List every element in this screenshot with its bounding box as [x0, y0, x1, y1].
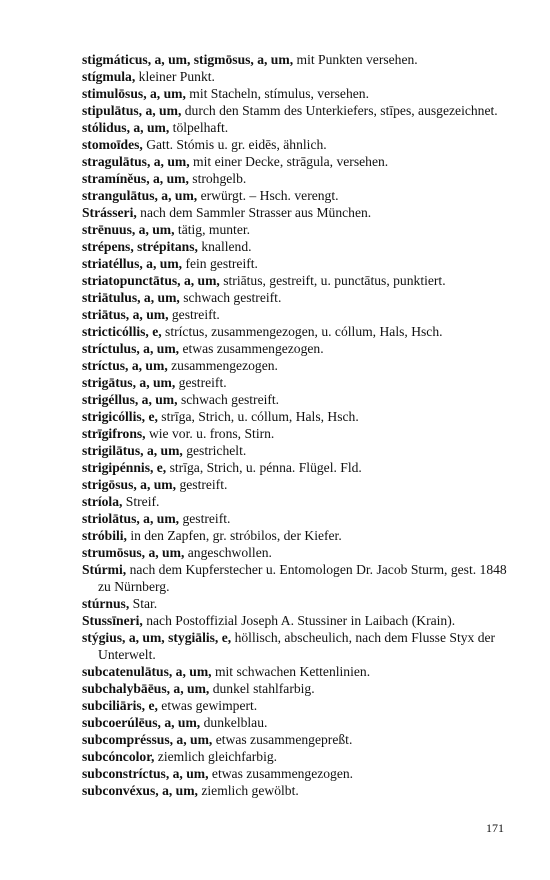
entry-headword: strumōsus, a, um,: [82, 545, 185, 560]
entry-definition: Star.: [129, 596, 158, 611]
entry-headword: strangulātus, a, um,: [82, 188, 198, 203]
entry-definition: etwas zusammengezogen.: [179, 341, 324, 356]
entry-definition: nach dem Kupferstecher u. Entomologen Dr. Jacob Sturm, gest. 1848 zu Nürnberg.: [98, 562, 507, 594]
dictionary-entry: [82, 170, 522, 187]
entry-headword: stríctulus, a, um,: [82, 341, 180, 356]
entry-headword: strigicóllis, e,: [82, 409, 158, 424]
entry-definition: schwach gestreift.: [177, 392, 280, 407]
entry-definition: strohgelb.: [188, 171, 247, 186]
entry-headword: subchalybāēus, a, um,: [82, 681, 210, 696]
page-number: 171: [486, 821, 504, 835]
entry-headword: subcóncolor,: [82, 749, 155, 764]
entry-definition: striātus, gestreift, u. punctātus, punktiert.: [219, 273, 446, 288]
dictionary-entry: [82, 136, 522, 153]
entry-headword: strigilātus, a, um,: [82, 443, 183, 458]
entry-headword: Stúrmi,: [82, 562, 127, 577]
entry-headword: stipulātus, a, um,: [82, 103, 182, 118]
entry-definition: dunkelblau.: [200, 715, 268, 730]
entry-headword: subcompréssus, a, um,: [82, 732, 213, 747]
entry-list: [82, 51, 522, 799]
entry-headword: stríctus, a, um,: [82, 358, 168, 373]
entry-headword: stígmula,: [82, 69, 136, 84]
dictionary-entry: [82, 289, 522, 306]
dictionary-entry: [82, 187, 522, 204]
entry-headword: striātus, a, um,: [82, 307, 169, 322]
entry-headword: strigéllus, a, um,: [82, 392, 178, 407]
dictionary-entry: [82, 323, 522, 340]
dictionary-entry: [82, 340, 522, 357]
entry-headword: stricticóllis, e,: [82, 324, 162, 339]
entry-definition: gestrichelt.: [182, 443, 247, 458]
entry-definition: mit Stacheln, stímulus, versehen.: [185, 86, 369, 101]
dictionary-entry: [82, 255, 522, 272]
entry-definition: mit schwachen Kettenlinien.: [211, 664, 371, 679]
dictionary-entry: [82, 680, 522, 697]
entry-definition: nach Postoffizial Joseph A. Stussiner in Laibach (Krain).: [142, 613, 456, 628]
entry-definition: wie vor. u. frons, Stirn.: [145, 426, 275, 441]
entry-definition: gestreift.: [176, 477, 228, 492]
entry-headword: stúrnus,: [82, 596, 130, 611]
entry-definition: zusammengezogen.: [167, 358, 278, 373]
dictionary-entry: [82, 476, 522, 493]
dictionary-entry: [82, 221, 522, 238]
dictionary-entry: [82, 765, 522, 782]
entry-definition: nach dem Sammler Strasser aus München.: [136, 205, 372, 220]
entry-headword: strigipénnis, e,: [82, 460, 167, 475]
entry-definition: gestreift.: [175, 375, 227, 390]
dictionary-entry: [82, 714, 522, 731]
dictionary-entry: [82, 527, 522, 544]
dictionary-entry: [82, 782, 522, 799]
entry-definition: strīga, Strich, u. pénna. Flügel. Fld.: [166, 460, 362, 475]
entry-headword: Strásseri,: [82, 205, 137, 220]
dictionary-entry: [82, 408, 522, 425]
dictionary-entry: [82, 357, 522, 374]
dictionary-entry: [82, 374, 522, 391]
dictionary-entry: [82, 204, 522, 221]
entry-headword: striatéllus, a, um,: [82, 256, 183, 271]
dictionary-entry: [82, 731, 522, 748]
entry-definition: mit einer Decke, strāgula, versehen.: [189, 154, 389, 169]
entry-definition: angeschwollen.: [184, 545, 272, 560]
dictionary-entry: [82, 629, 522, 663]
entry-headword: stólidus, a, um,: [82, 120, 170, 135]
entry-headword: subciliāris, e,: [82, 698, 158, 713]
dictionary-entry: [82, 306, 522, 323]
dictionary-entry: [82, 51, 522, 68]
entry-definition: tätig, munter.: [174, 222, 251, 237]
dictionary-entry: [82, 748, 522, 765]
entry-definition: stríctus, zusammengezogen, u. cóllum, Hals, Hsch.: [161, 324, 443, 339]
entry-headword: stríola,: [82, 494, 123, 509]
entry-headword: striatopunctātus, a, um,: [82, 273, 220, 288]
entry-definition: Gatt. Stómis u. gr. eidēs, ähnlich.: [142, 137, 327, 152]
entry-headword: subconstríctus, a, um,: [82, 766, 209, 781]
dictionary-entry: [82, 561, 522, 595]
dictionary-entry: [82, 595, 522, 612]
entry-definition: etwas zusammengepreßt.: [212, 732, 353, 747]
entry-definition: tölpelhaft.: [169, 120, 229, 135]
dictionary-entry: [82, 663, 522, 680]
entry-headword: stróbili,: [82, 528, 127, 543]
entry-headword: strépens, strépitans,: [82, 239, 198, 254]
entry-definition: Streif.: [122, 494, 160, 509]
entry-definition: knallend.: [197, 239, 252, 254]
dictionary-entry: [82, 544, 522, 561]
entry-headword: stimulōsus, a, um,: [82, 86, 186, 101]
entry-headword: stomoīdes,: [82, 137, 143, 152]
entry-headword: stýgius, a, um, stygiālis, e,: [82, 630, 232, 645]
dictionary-entry: [82, 425, 522, 442]
dictionary-entry: [82, 153, 522, 170]
dictionary-entry: [82, 391, 522, 408]
entry-definition: schwach gestreift.: [179, 290, 282, 305]
entry-definition: erwürgt. – Hsch. verengt.: [197, 188, 339, 203]
entry-headword: subcoerúlēus, a, um,: [82, 715, 201, 730]
entry-headword: stigmáticus, a, um, stigmōsus, a, um,: [82, 52, 294, 67]
entry-definition: dunkel stahlfarbig.: [209, 681, 315, 696]
entry-definition: kleiner Punkt.: [135, 69, 215, 84]
entry-definition: mit Punkten versehen.: [293, 52, 418, 67]
entry-headword: stramíněus, a, um,: [82, 171, 189, 186]
dictionary-entry: [82, 493, 522, 510]
entry-definition: durch den Stamm des Unterkiefers, stīpes, ausgezeichnet.: [181, 103, 498, 118]
dictionary-entry: [82, 272, 522, 289]
dictionary-entry: [82, 238, 522, 255]
entry-definition: ziemlich gewölbt.: [197, 783, 299, 798]
dictionary-entry: [82, 85, 522, 102]
entry-definition: fein gestreift.: [182, 256, 258, 271]
dictionary-entry: [82, 612, 522, 629]
dictionary-entry: [82, 697, 522, 714]
entry-headword: striolātus, a, um,: [82, 511, 180, 526]
entry-headword: subconvéxus, a, um,: [82, 783, 198, 798]
dictionary-entry: [82, 119, 522, 136]
entry-definition: etwas zusammengezogen.: [208, 766, 354, 781]
entry-headword: subcatenulātus, a, um,: [82, 664, 212, 679]
entry-headword: strēnuus, a, um,: [82, 222, 175, 237]
entry-headword: strigōsus, a, um,: [82, 477, 177, 492]
entry-definition: gestreift.: [168, 307, 220, 322]
entry-definition: in den Zapfen, gr. stróbilos, der Kiefer.: [126, 528, 342, 543]
entry-definition: höllisch, abscheulich, nach dem Flusse Styx der Unterwelt.: [98, 630, 496, 662]
entry-headword: striātulus, a, um,: [82, 290, 180, 305]
entry-definition: gestreift.: [179, 511, 231, 526]
dictionary-entry: [82, 102, 522, 119]
dictionary-entry: [82, 459, 522, 476]
dictionary-entry: [82, 510, 522, 527]
entry-headword: strīgifrons,: [82, 426, 146, 441]
entry-definition: etwas gewimpert.: [157, 698, 258, 713]
entry-headword: Stussīneri,: [82, 613, 143, 628]
dictionary-entry: [82, 442, 522, 459]
dictionary-entry: [82, 68, 522, 85]
entry-definition: strīga, Strich, u. cóllum, Hals, Hsch.: [157, 409, 359, 424]
entry-headword: strigātus, a, um,: [82, 375, 176, 390]
entry-definition: ziemlich gleichfarbig.: [154, 749, 278, 764]
entry-headword: stragulātus, a, um,: [82, 154, 190, 169]
